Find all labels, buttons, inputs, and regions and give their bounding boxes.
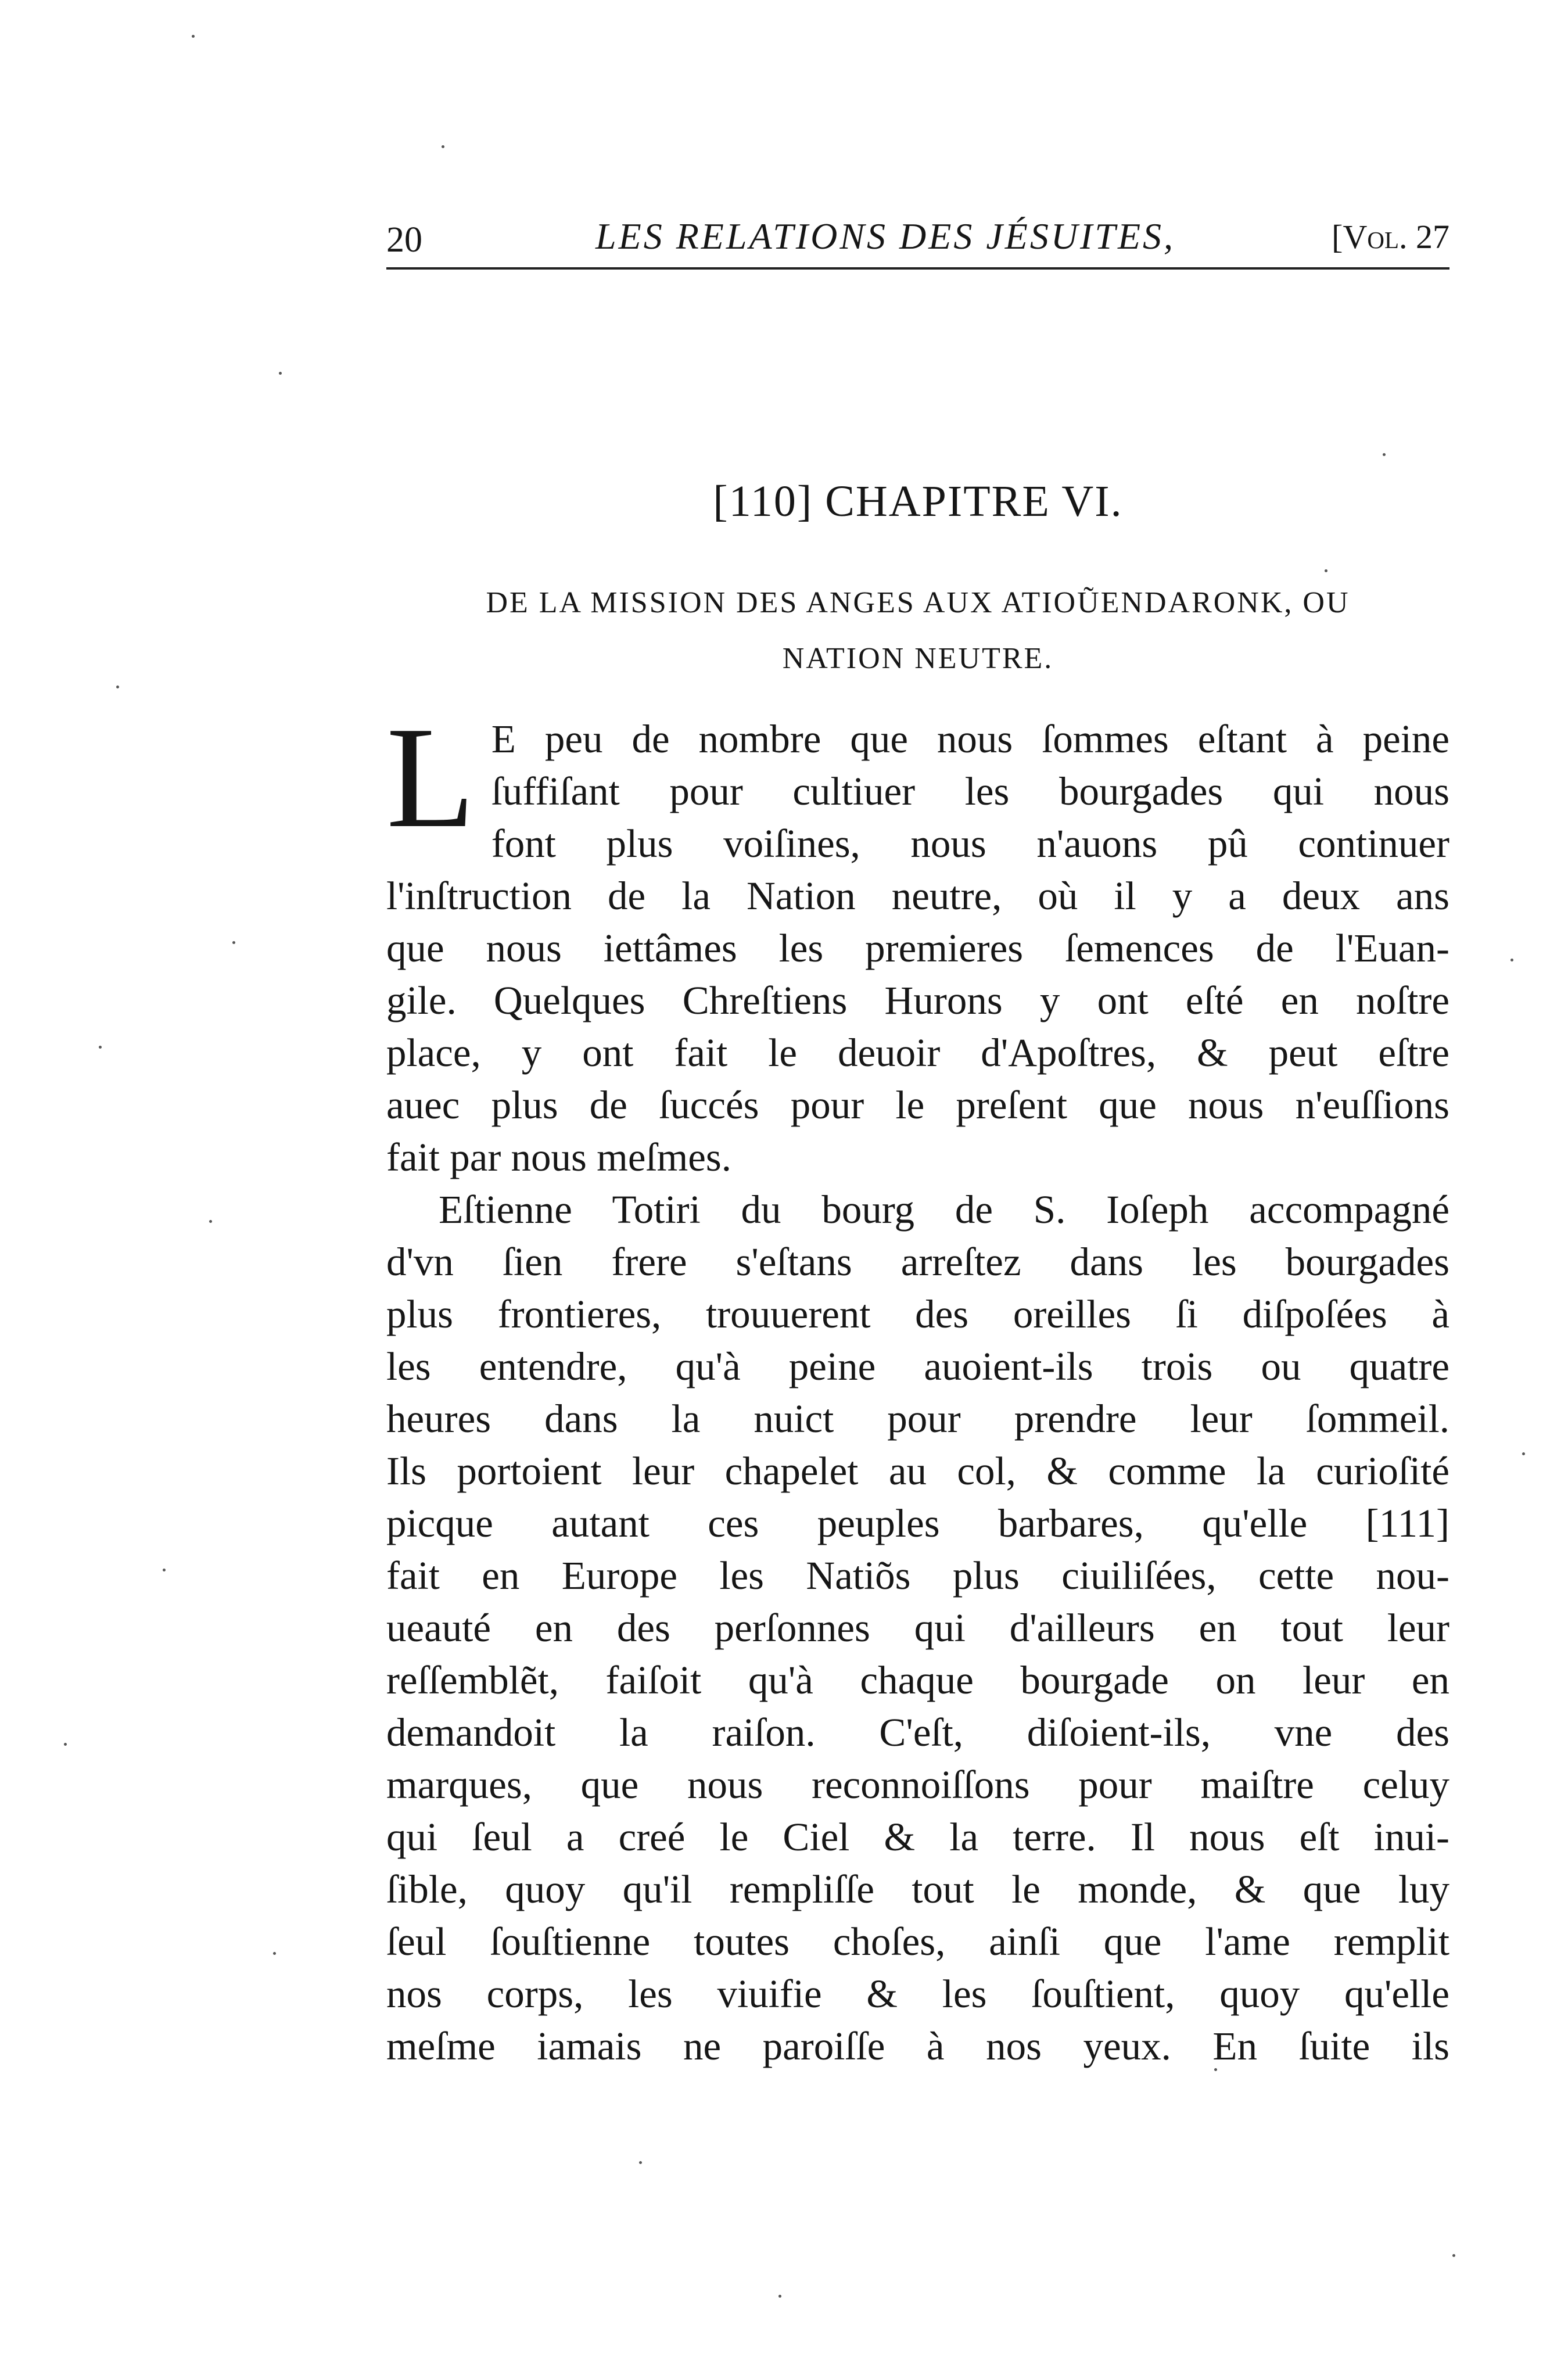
text-line: d'vn ſien frere s'eſtans arreſtez dans les bourgades — [386, 1240, 1449, 1284]
scan-speck — [116, 686, 119, 688]
scan-speck — [192, 35, 195, 38]
subtitle-line: DE LA MISSION DES ANGES AUX ATIOŨENDARONK, OU — [486, 586, 1350, 619]
running-header — [386, 203, 1449, 270]
scan-speck — [1510, 959, 1513, 961]
scan-speck — [442, 145, 444, 148]
text-line: font plus voiſines, nous n'auons pû continuer — [491, 821, 1449, 866]
scan-speck — [778, 2295, 781, 2298]
text-line: plus frontieres, trouuerent des oreilles ſi diſpoſées à — [386, 1292, 1449, 1336]
text-line: Eſtienne Totiri du bourg de S. Ioſeph accompagné — [439, 1187, 1449, 1232]
text-line: picque autant ces peuples barbares, qu'elle [111] — [386, 1501, 1449, 1545]
text-line: ueauté en des perſonnes qui d'ailleurs en tout leur — [386, 1606, 1449, 1650]
scan-speck — [273, 1952, 276, 1955]
page-number: 20 — [386, 220, 422, 260]
text-line: marques, que nous reconnoiſſons pour maiſtre celuy — [386, 1763, 1449, 1807]
chapter-title: [110] CHAPITRE VI. — [713, 477, 1123, 526]
scan-speck — [1214, 2068, 1217, 2071]
running-title: LES RELATIONS DES JÉSUITES, — [595, 216, 1176, 257]
scan-speck — [1325, 569, 1327, 572]
text-line: E peu de nombre que nous ſommes eſtant à peine — [491, 717, 1449, 761]
text-line: fait par nous meſmes. — [386, 1135, 732, 1179]
text-line: ſeul ſouſtienne toutes choſes, ainſi que l'ame remplit — [386, 1919, 1449, 1964]
text-line: heures dans la nuict pour prendre leur ſommeil. — [386, 1397, 1449, 1441]
scan-speck — [1383, 453, 1386, 456]
chapter-subtitle — [386, 575, 1449, 687]
scan-speck — [163, 1569, 166, 1571]
text-line: les entendre, qu'à peine auoient-ils trois ou quatre — [386, 1344, 1449, 1388]
scan-speck — [64, 1743, 67, 1746]
text-line: qui ſeul a creé le Ciel & la terre. Il nous eſt inui- — [386, 1815, 1449, 1859]
scan-speck — [232, 941, 235, 944]
scan-speck — [639, 2161, 642, 2164]
text-line: ſible, quoy qu'il rempliſſe tout le monde, & que luy — [386, 1867, 1449, 1911]
scan-speck — [1452, 2254, 1455, 2257]
scan-speck — [99, 1046, 102, 1049]
text-line: place, y ont fait le deuoir d'Apoſtres, & peut eſtre — [386, 1031, 1449, 1075]
text-line: que nous iettâmes les premieres ſemences de l'Euan- — [386, 926, 1449, 970]
scan-speck — [279, 372, 282, 375]
subtitle-line: NATION NEUTRE. — [782, 642, 1054, 675]
drop-cap: L — [386, 697, 475, 858]
text-line: l'inſtruction de la Nation neutre, où il y a deux ans — [386, 874, 1449, 918]
text-line: meſme iamais ne paroiſſe à nos yeux. En ſuite ils — [386, 2024, 1449, 2068]
body-text — [386, 697, 1449, 2072]
volume-label: [Vol. 27 — [1332, 218, 1449, 256]
text-line: gile. Quelques Chreſtiens Hurons y ont eſté en noſtre — [386, 978, 1449, 1022]
text-line: Ils portoient leur chapelet au col, & comme la curioſité — [386, 1449, 1449, 1493]
scan-speck — [209, 1220, 212, 1223]
text-line: ſuffiſant pour cultiuer les bourgades qui nous — [491, 769, 1449, 813]
scan-speck — [1522, 1452, 1525, 1455]
text-line: reſſemblẽt, faiſoit qu'à chaque bourgade on leur en — [386, 1658, 1449, 1702]
text-line: fait en Europe les Natiõs plus ciuiliſées, cette nou- — [386, 1553, 1449, 1598]
text-line: auec plus de ſuccés pour le preſent que nous n'euſſions — [386, 1083, 1449, 1127]
text-line: demandoit la raiſon. C'eſt, diſoient-ils, vne des — [386, 1710, 1449, 1754]
text-line: nos corps, les viuifie & les ſouſtient, quoy qu'elle — [386, 1972, 1449, 2016]
